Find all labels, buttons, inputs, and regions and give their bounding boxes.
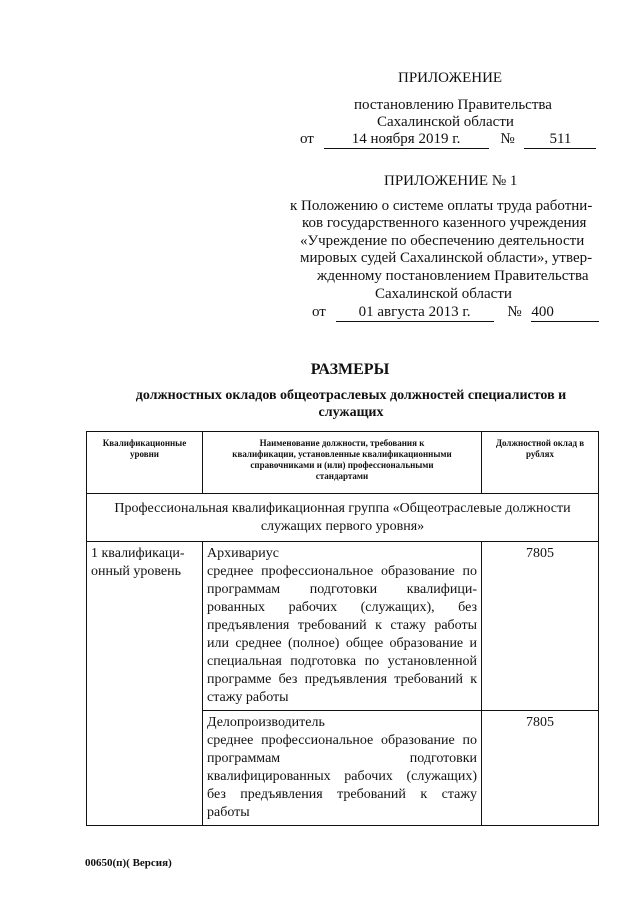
qualification-level: 1 квалификаци- онный уровень xyxy=(87,542,203,826)
doc-title: РАЗМЕРЫ xyxy=(310,361,390,378)
decree-line-1: постановлению Правительства xyxy=(354,97,552,113)
from-label: от xyxy=(312,304,326,320)
position-cell xyxy=(203,542,482,711)
appendix1-line-3: «Учреждение по обеспечению деятельности xyxy=(300,233,585,249)
number-label: № xyxy=(500,131,515,147)
appendix1-line-1: к Положению о системе оплаты труда работни- xyxy=(290,198,593,214)
table-header-row xyxy=(87,432,599,494)
position-name: Архивариус xyxy=(207,546,279,561)
footer-code: 00650(п)( Версия) xyxy=(85,857,172,869)
group-row xyxy=(87,494,599,542)
appendix1-title: ПРИЛОЖЕНИЕ № 1 xyxy=(384,173,518,189)
salary-table xyxy=(86,431,599,826)
appendix1-date-line xyxy=(312,303,612,322)
position-cell xyxy=(203,711,482,826)
appendix1-date: 01 августа 2013 г. xyxy=(336,303,494,322)
decree-date: 14 ноября 2019 г. xyxy=(324,130,489,149)
appendix-title: ПРИЛОЖЕНИЕ xyxy=(398,70,503,86)
salary-cell: 7805 xyxy=(482,542,599,711)
salary-cell: 7805 xyxy=(482,711,599,826)
decree-line-2: Сахалинской области xyxy=(377,114,514,130)
doc-subtitle-line-2: служащих xyxy=(318,405,384,420)
appendix1-line-2: ков государственного казенного учреждения xyxy=(302,215,587,231)
col-header-position: Наименование должности, требования к квалификации, установленные квалификационными справочниками и (или) профессиональными стандартами xyxy=(203,432,482,494)
position-name: Делопроизводитель xyxy=(207,715,325,730)
from-label: от xyxy=(300,131,314,147)
appendix1-line-4: мировых судей Сахалинской области», утвер- xyxy=(300,250,593,266)
appendix1-line-5: жденному постановлением Правительства xyxy=(317,268,589,284)
table-row xyxy=(87,542,599,711)
decree-number: 511 xyxy=(524,130,596,149)
position-requirements: среднее профессиональное образование по программам подготовки квалифицированных рабочих (служащих) без предъявления требований к стажу работы xyxy=(207,733,477,820)
number-label: № xyxy=(507,304,522,320)
position-requirements: среднее профессиональное образование по программам подготовки квалифицированных рабочих (служащих), без предъявления требований к стажу работы или среднее (полное) общее образование и специальная подготовка по установленной программе без предъявления требований к стажу работы xyxy=(207,564,477,705)
appendix1-number: 400 xyxy=(531,303,599,322)
doc-subtitle-line-1: должностных окладов общеотраслевых должностей специалистов и xyxy=(135,388,567,403)
col-header-salary: Должностной оклад в рублях xyxy=(482,432,599,494)
appendix1-line-6: Сахалинской области xyxy=(375,286,512,302)
decree-date-line xyxy=(300,130,600,149)
qualification-group: Профессиональная квалификационная группа «Общеотраслевые должности служащих первого уровня» xyxy=(87,494,599,542)
col-header-levels: Квалификационные уровни xyxy=(87,432,203,494)
